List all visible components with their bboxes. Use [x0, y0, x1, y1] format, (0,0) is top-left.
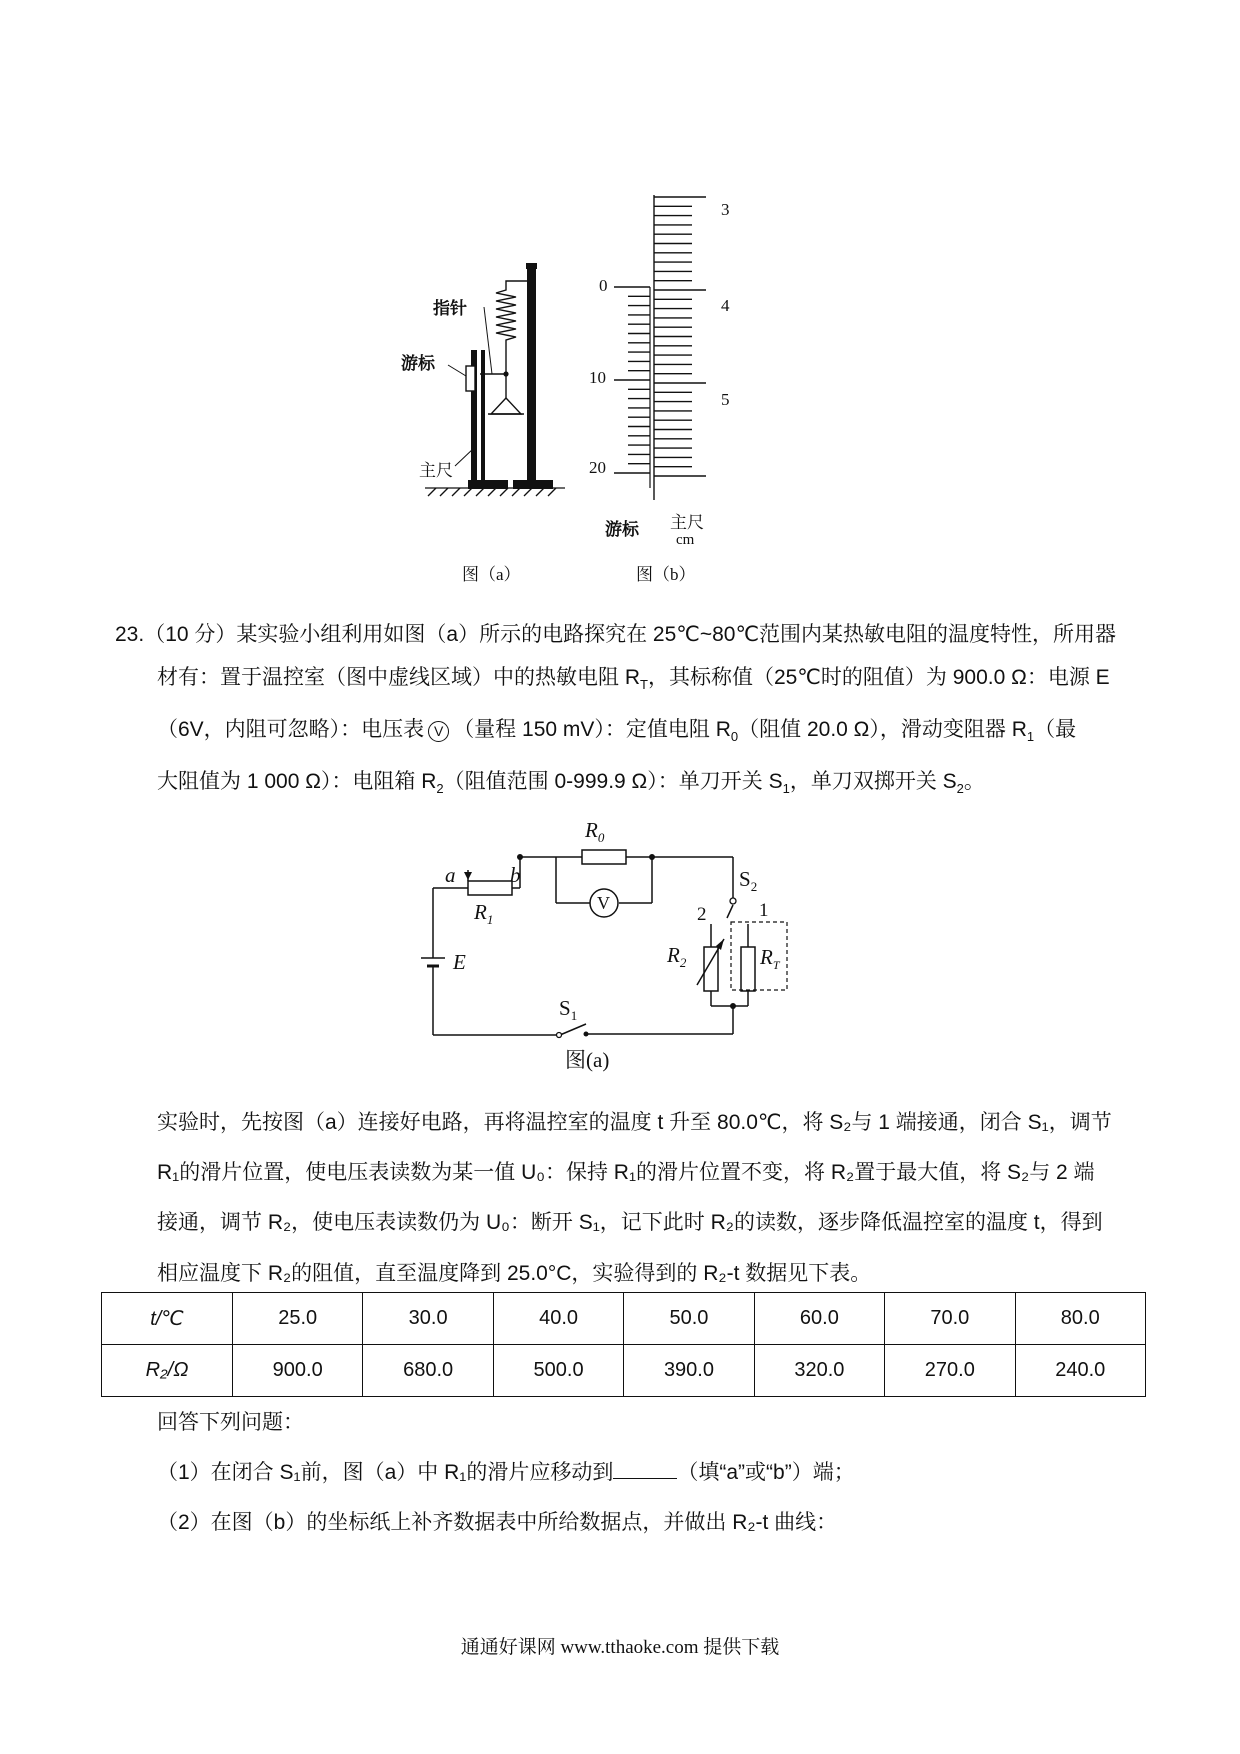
vernier-number-20: 20 [589, 458, 606, 477]
pointer-label: 指针 [433, 299, 467, 318]
main-scale-label: 主尺 [419, 461, 453, 480]
vernier-label: 游标 [401, 354, 435, 373]
table-row [102, 1293, 1146, 1345]
table-cell: 80.0 [1015, 1293, 1145, 1345]
main-scale-number-4: 4 [721, 296, 730, 315]
main-scale-number-3: 3 [721, 200, 730, 219]
s2-position-2-label: 2 [697, 904, 707, 925]
rt-label: $R_T$ [760, 945, 780, 973]
r2-label: $R_2$ [667, 943, 687, 971]
answers-intro: 回答下列问题： [157, 1411, 304, 1434]
main-scale-b-label: 主尺 [670, 513, 704, 532]
r0-label: $R_0$ [585, 818, 605, 846]
circuit-caption: 图(a) [565, 1048, 610, 1072]
table-cell: 70.0 [885, 1293, 1015, 1345]
table-cell: 30.0 [363, 1293, 493, 1345]
table-header-t: t/℃ [102, 1293, 233, 1345]
r1-label: $R_1$ [474, 900, 494, 928]
table-cell: 500.0 [493, 1345, 623, 1397]
main-scale-number-5: 5 [721, 390, 730, 409]
terminal-b-label: b [510, 863, 521, 887]
vernier-number-10: 10 [589, 368, 606, 387]
table-cell: 900.0 [233, 1345, 363, 1397]
procedure-line-2: R₁的滑片位置，使电压表读数为某一值 U₀：保持 R₁的滑片位置不变，将 R₂置于最大值，将 S₂与 2 端 [157, 1161, 1095, 1184]
table-cell: 25.0 [233, 1293, 363, 1345]
s2-label: $S_2$ [739, 867, 758, 895]
table-cell: 270.0 [885, 1345, 1015, 1397]
caption-b: 图（b） [636, 565, 696, 584]
procedure-line-1: 实验时，先按图（a）连接好电路，再将温控室的温度 t 升至 80.0℃，将 S₂与 1 端接通，闭合 S₁，调节 [157, 1111, 1112, 1134]
table-cell: 680.0 [363, 1345, 493, 1397]
table-cell: 320.0 [754, 1345, 884, 1397]
question-2: （2）在图（b）的坐标纸上补齐数据表中所给数据点，并做出 R₂-t 曲线： [157, 1511, 838, 1534]
footer-credit: 通通好课网 www.tthaoke.com 提供下载 [460, 1637, 780, 1658]
s2-position-1-label: 1 [759, 900, 769, 921]
question-number: 23. [115, 623, 145, 646]
table-cell: 40.0 [493, 1293, 623, 1345]
r2-t-data-table [101, 1292, 1146, 1397]
unit-label: cm [676, 532, 695, 548]
terminal-a-label: a [445, 863, 456, 887]
s1-label: $S_1$ [559, 996, 578, 1024]
voltmeter-symbol: V [597, 893, 610, 913]
question-line-3: （6V，内阻可忽略）：电压表 V （量程 150 mV）：定值电阻 $R_0$（阻值 20.0 Ω），滑动变阻器 $R_1$（最 [157, 718, 1077, 745]
table-cell: 240.0 [1015, 1345, 1145, 1397]
voltmeter-icon: V [428, 721, 449, 742]
question-line-2: 材有：置于温控室（图中虚线区域）中的热敏电阻 $R_T$，其标称值（25℃时的阻值）为 900.0 Ω：电源 E [157, 666, 1110, 693]
table-header-r2: R₂/Ω [102, 1345, 233, 1397]
procedure-line-4: 相应温度下 R₂的阻值，直至温度降到 25.0°C，实验得到的 R₂-t 数据见下表。 [157, 1262, 872, 1285]
caption-a: 图（a） [462, 565, 521, 584]
source-e-label: E [453, 950, 466, 974]
table-row [102, 1345, 1146, 1397]
vernier-number-0: 0 [599, 276, 608, 295]
question-1: （1）在闭合 S₁前，图（a）中 R₁的滑片应移动到 （填“a”或“b”）端； [157, 1461, 855, 1484]
vernier-b-label: 游标 [605, 520, 639, 539]
table-cell: 390.0 [624, 1345, 754, 1397]
table-cell: 60.0 [754, 1293, 884, 1345]
question-line-4: 大阻值为 1 000 Ω）：电阻箱 $R_2$（阻值范围 0-999.9 Ω）：单刀开关 $S_1$，单刀双掷开关 $S_2$。 [157, 770, 985, 797]
table-cell: 50.0 [624, 1293, 754, 1345]
procedure-line-3: 接通，调节 R₂，使电压表读数仍为 U₀：断开 S₁，记下此时 R₂的读数，逐步降低温控室的温度 t，得到 [157, 1211, 1103, 1234]
question-line-1: 23.（10 分）某实验小组利用如图（a）所示的电路探究在 25℃~80℃范围内某热敏电阻的温度特性，所用器 [115, 623, 1117, 646]
answer-blank[interactable] [613, 1460, 677, 1479]
